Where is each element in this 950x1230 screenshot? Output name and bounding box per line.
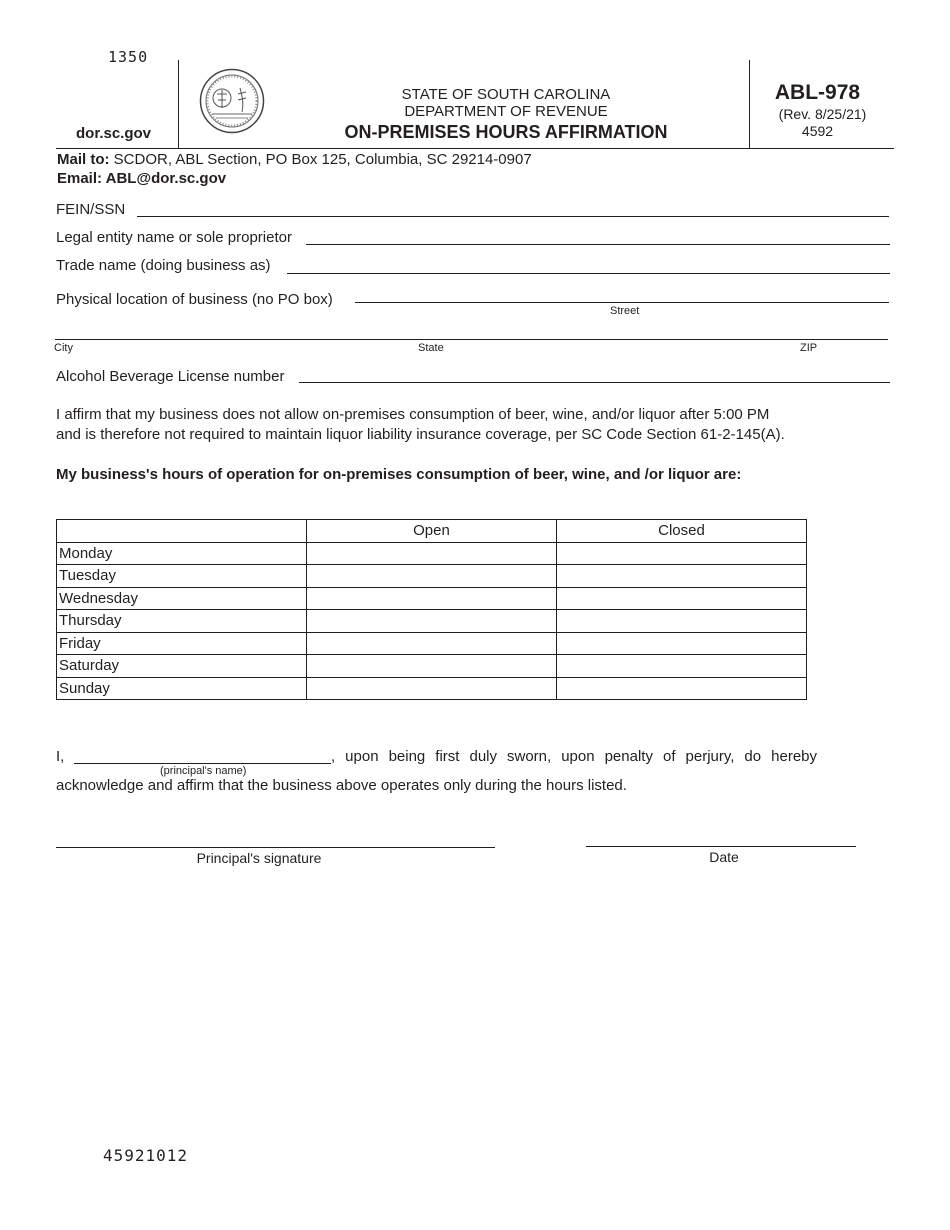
day-label-saturday: Saturday — [57, 655, 307, 678]
form-id: 4592 — [801, 123, 834, 139]
website: dor.sc.gov — [76, 125, 152, 142]
trade-name-label: Trade name (doing business as) — [56, 257, 271, 274]
street-input-line[interactable] — [355, 302, 889, 303]
hours-heading: My business's hours of operation for on-premises consumption of beer, wine, and /or liquor are: — [56, 466, 742, 483]
mail-to — [57, 151, 532, 168]
oath-suffix: , upon being first duly sworn, upon penalty of perjury, do hereby — [331, 748, 817, 765]
table-row — [57, 610, 807, 633]
form-number: ABL-978 — [774, 81, 861, 104]
table-row — [57, 677, 807, 700]
physical-location-label: Physical location of business (no PO box) — [56, 291, 333, 308]
affirmation-line-1: I affirm that my business does not allow on-premises consumption of beer, wine, and/or liquor after 5:00 PM — [56, 406, 770, 423]
open-cell-saturday[interactable] — [307, 655, 557, 678]
day-label-sunday: Sunday — [57, 677, 307, 700]
day-label-friday: Friday — [57, 632, 307, 655]
zip-caption: ZIP — [800, 342, 818, 354]
header-divider-right — [749, 60, 750, 149]
closed-cell-monday[interactable] — [557, 542, 807, 565]
city-caption: City — [54, 342, 73, 354]
day-label-thursday: Thursday — [57, 610, 307, 633]
hours-header-row — [57, 520, 807, 543]
state-caption: State — [418, 342, 444, 354]
day-label-tuesday: Tuesday — [57, 565, 307, 588]
hours-table — [56, 519, 807, 700]
fein-input-line[interactable] — [137, 216, 889, 217]
oath-line-2: acknowledge and affirm that the business above operates only during the hours listed. — [56, 777, 627, 794]
table-row — [57, 587, 807, 610]
mail-address: SCDOR, ABL Section, PO Box 125, Columbia, SC 29214-0907 — [113, 151, 532, 168]
oath-prefix: I, — [56, 748, 65, 765]
open-cell-tuesday[interactable] — [307, 565, 557, 588]
form-code-top: 1350 — [108, 48, 149, 66]
affirmation-line-2: and is therefore not required to maintain liquor liability insurance coverage, per SC Code Section 61-2-145(A). — [56, 426, 785, 443]
table-row — [57, 632, 807, 655]
legal-entity-label: Legal entity name or sole proprietor — [56, 229, 292, 246]
header-divider-left — [178, 60, 179, 149]
mail-label: Mail to: — [57, 151, 110, 168]
street-caption: Street — [610, 305, 640, 317]
principal-name-input-line[interactable] — [74, 763, 331, 764]
license-number-label: Alcohol Beverage License number — [56, 368, 285, 385]
barcode-text: 45921012 — [103, 1146, 189, 1165]
closed-cell-sunday[interactable] — [557, 677, 807, 700]
form-title: ON-PREMISES HOURS AFFIRMATION — [344, 122, 668, 142]
state-seal — [198, 68, 266, 134]
open-cell-sunday[interactable] — [307, 677, 557, 700]
hours-header-day — [57, 520, 307, 543]
closed-cell-saturday[interactable] — [557, 655, 807, 678]
signature-input-line[interactable] — [56, 847, 495, 848]
closed-cell-friday[interactable] — [557, 632, 807, 655]
date-input-line[interactable] — [586, 846, 856, 847]
closed-cell-wednesday[interactable] — [557, 587, 807, 610]
form-revision: (Rev. 8/25/21) — [778, 106, 867, 122]
open-cell-monday[interactable] — [307, 542, 557, 565]
table-row — [57, 655, 807, 678]
state-name: STATE OF SOUTH CAROLINA — [401, 86, 611, 103]
open-cell-thursday[interactable] — [307, 610, 557, 633]
principal-name-caption: (principal's name) — [160, 765, 247, 777]
closed-cell-tuesday[interactable] — [557, 565, 807, 588]
department-name: DEPARTMENT OF REVENUE — [404, 103, 608, 120]
license-number-input-line[interactable] — [299, 382, 890, 383]
legal-entity-input-line[interactable] — [306, 244, 890, 245]
hours-header-open: Open — [307, 520, 557, 543]
day-label-wednesday: Wednesday — [57, 587, 307, 610]
closed-cell-thursday[interactable] — [557, 610, 807, 633]
fein-label: FEIN/SSN — [56, 201, 126, 218]
day-label-monday: Monday — [57, 542, 307, 565]
email-line: Email: ABL@dor.sc.gov — [57, 170, 227, 187]
header-bottom-rule — [56, 148, 894, 149]
city-state-zip-input-line[interactable] — [55, 339, 888, 340]
hours-header-closed: Closed — [557, 520, 807, 543]
signature-label: Principal's signature — [196, 850, 322, 866]
open-cell-wednesday[interactable] — [307, 587, 557, 610]
table-row — [57, 565, 807, 588]
open-cell-friday[interactable] — [307, 632, 557, 655]
table-row — [57, 542, 807, 565]
date-label: Date — [709, 849, 739, 865]
trade-name-input-line[interactable] — [287, 273, 890, 274]
